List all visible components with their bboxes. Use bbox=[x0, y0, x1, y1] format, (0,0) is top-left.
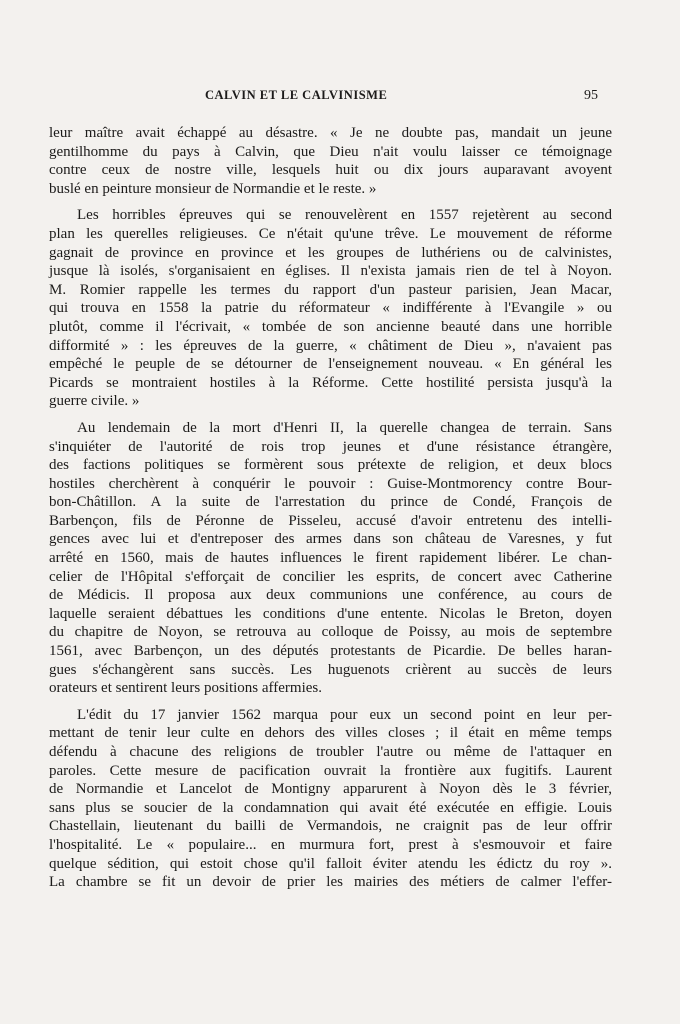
text-line: hostiles cherchèrent à conquérir le pouvoir : Guise-Montmorency contre Bour- bbox=[49, 475, 612, 492]
paragraph-2 bbox=[49, 206, 612, 411]
text-line: qui trouva en 1558 la patrie du réformateur « indifférente à l'Evangile » ou bbox=[49, 300, 612, 317]
text-line: paroles. Cette mesure de pacification ouvrait la frontière aux fugitifs. Laurent bbox=[49, 762, 612, 779]
text-line: M. Romier rappelle les termes du rapport d'un pasteur parisien, Jean Macar, bbox=[49, 281, 612, 298]
text-line: gues s'échangèrent sans succès. Les huguenots crièrent au succès de leurs bbox=[49, 661, 612, 678]
text-line: défendu à chacune des religions de troubler l'autre ou même de l'attaquer en bbox=[49, 744, 612, 760]
text-line: quelque sédition, qui estoit chose qu'il falloit éviter atendu les édictz du roy ». bbox=[49, 855, 612, 872]
text-line: mettant de tenir leur culte en dehors des villes closes ; il était en même temps bbox=[49, 725, 612, 742]
text-line: leur maître avait échappé au désastre. « Je ne doubte pas, mandait un jeune bbox=[49, 125, 612, 141]
page-header bbox=[0, 88, 680, 108]
text-line: difformité » : les épreuves de la guerre, « châtiment de Dieu », n'avaient pas bbox=[49, 337, 612, 354]
text-line: des factions politiques se formèrent sous prétexte de religion, et deux blocs bbox=[49, 457, 612, 474]
text-line: Au lendemain de la mort d'Henri II, la querelle changea de terrain. Sans bbox=[77, 419, 612, 436]
text-line: gences avec lui et d'entreposer des armes dans son château de Varesnes, y fut bbox=[49, 531, 612, 548]
text-line: 1561, avec Barbençon, un des députés protestants de Picardie. De belles haran- bbox=[49, 643, 612, 660]
text-line: plutôt, comme il l'écrivait, « tombée de son ancienne beauté dans une horrible bbox=[49, 318, 612, 335]
text-line: contre ceux de nostre ville, lesquels huit ou dix jours auparavant avoyent bbox=[49, 162, 612, 179]
text-line: s'inquiéter de l'autorité de rois trop jeunes et d'une résistance étrangère, bbox=[49, 438, 612, 455]
text-line: gagnait de province en province et les groupes de luthériens ou de calvinistes, bbox=[49, 244, 612, 261]
text-line: buslé en peinture monsieur de Normandie et le reste. » bbox=[49, 180, 377, 197]
text-line: Chastellain, lieutenant du bailli de Vermandois, ne craignit pas de leur offrir bbox=[49, 818, 612, 835]
text-line: Barbençon, fils de Péronne de Pisseleu, accusé d'avoir entretenu des intelli- bbox=[49, 512, 612, 529]
text-line: celier de l'Hôpital s'efforçait de concilier les esprits, de concert avec Catherine bbox=[49, 568, 612, 585]
text-line: plan les querelles religieuses. Ce n'était qu'une trêve. Le mouvement de réforme bbox=[49, 225, 612, 242]
paragraph-4 bbox=[49, 706, 612, 892]
text-line: Picards se montraient hostiles à la Réforme. Cette hostilité persista jusqu'à la bbox=[49, 374, 612, 391]
text-line: de Médicis. Il proposa aux deux communions une conférence, au cours de bbox=[49, 587, 612, 604]
text-line: orateurs et sentirent leurs positions affermies. bbox=[49, 680, 322, 697]
text-line: sans plus se soucier de la condamnation qui avait été exécutée en effigie. Louis bbox=[49, 799, 612, 816]
text-line: de Normandie et Lancelot de Montigny apparurent à Noyon dès le 3 février, bbox=[49, 781, 612, 798]
running-title: CALVIN ET LE CALVINISME bbox=[205, 88, 388, 102]
text-line: Les horribles épreuves qui se renouvelèrent en 1557 rejetèrent au second bbox=[77, 207, 612, 224]
text-line: L'édit du 17 janvier 1562 marqua pour eux un second point en leur per- bbox=[77, 706, 612, 723]
paragraph-1 bbox=[49, 124, 612, 198]
page-number: 95 bbox=[584, 88, 598, 103]
text-line: jusque là isolés, s'organisaient en églises. Il n'exista jamais rien de tel à Noyon. bbox=[49, 263, 612, 280]
text-line: arrêté en 1560, mais de hautes influences le firent rapidement libérer. Le chan- bbox=[49, 550, 612, 567]
text-line: empêché le peuple de se détourner de l'enseignement nouveau. « En général les bbox=[49, 356, 612, 373]
text-line: guerre civile. » bbox=[49, 393, 140, 410]
text-line: La chambre se fit un devoir de prier les mairies des métiers de calmer l'effer- bbox=[49, 874, 612, 891]
text-line: gentilhomme du pays à Calvin, que Dieu n'ait voulu laisser ce témoignage bbox=[49, 143, 612, 160]
text-line: bon-Châtillon. A la suite de l'arrestation du prince de Condé, François de bbox=[49, 494, 612, 511]
text-line: du chapitre de Noyon, se retrouva au colloque de Poissy, au mois de septembre bbox=[49, 624, 612, 641]
body-text bbox=[49, 124, 612, 892]
text-line: l'hospitalité. Le « populaire... en murmura fort, prest à s'esmouvoir et faire bbox=[49, 836, 612, 853]
paragraph-3 bbox=[49, 419, 612, 698]
text-line: laquelle seraient débattues les conditions d'une entente. Nicolas le Breton, doyen bbox=[49, 605, 612, 622]
